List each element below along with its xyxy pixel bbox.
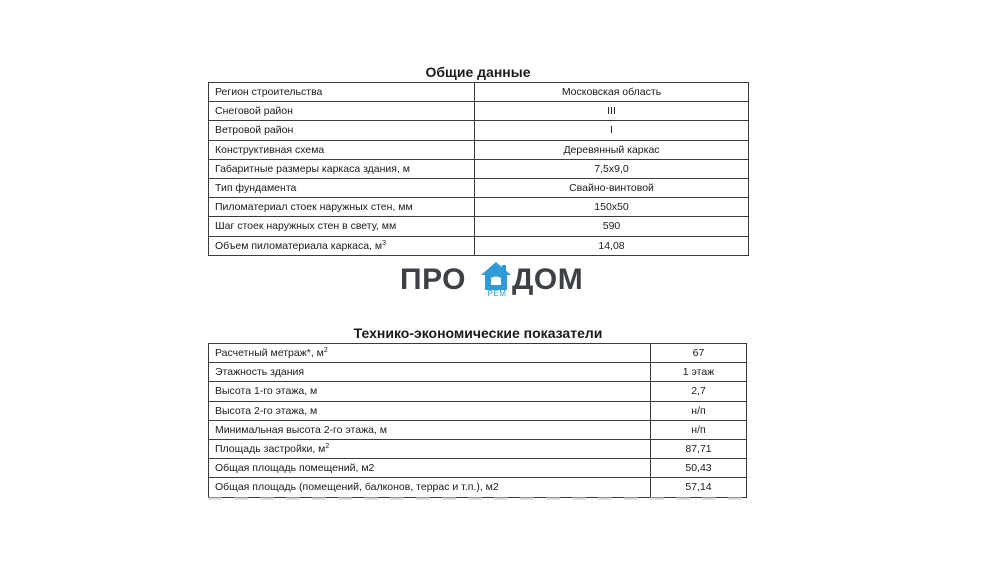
row-label: Конструктивная схема <box>209 140 475 159</box>
row-value: 590 <box>475 217 749 236</box>
general-data-table <box>208 82 749 256</box>
row-value: н/п <box>651 401 747 420</box>
row-value: 87,71 <box>651 439 747 458</box>
row-value: 14,08 <box>475 236 749 255</box>
unit-superscript: 2 <box>325 443 330 451</box>
table-row <box>209 344 747 363</box>
general-data-title: Общие данные <box>425 64 531 80</box>
row-label: Общая площадь помещений, м2 <box>209 459 651 478</box>
table-row <box>209 363 747 382</box>
table-row <box>209 420 747 439</box>
logo-text-right: ДОМ <box>512 263 584 296</box>
table-row <box>209 401 747 420</box>
row-label: Высота 2-го этажа, м <box>209 401 651 420</box>
table-row <box>209 121 749 140</box>
row-label: Общая площадь (помещений, балконов, террас и т.п.), м2 <box>209 478 651 497</box>
table-row <box>209 459 747 478</box>
table-row <box>209 217 749 236</box>
tep-table <box>208 343 747 498</box>
row-label-text: Расчетный метраж*, м <box>215 347 324 360</box>
row-label: Ветровой район <box>209 121 475 140</box>
row-label: Пиломатериал стоек наружных стен, мм <box>209 198 475 217</box>
table-row <box>209 439 747 458</box>
row-value: Деревянный каркас <box>475 140 749 159</box>
row-value: 67 <box>651 344 747 363</box>
row-label-text: Объем пиломатериала каркаса, м <box>215 239 383 252</box>
row-label: Этажность здания <box>209 363 651 382</box>
row-value: III <box>475 102 749 121</box>
row-label: Шаг стоек наружных стен в свету, мм <box>209 217 475 236</box>
page-crop-edge <box>0 500 1000 563</box>
tep-title: Технико-экономические показатели <box>353 325 603 341</box>
row-value: Московская область <box>475 83 749 102</box>
table-row <box>209 83 749 102</box>
table-row <box>209 236 749 255</box>
table-row <box>209 198 749 217</box>
unit-superscript: 2 <box>323 347 328 355</box>
row-value: 57,14 <box>651 478 747 497</box>
row-value: 2,7 <box>651 382 747 401</box>
logo-text-left: ПРО <box>400 263 467 296</box>
row-value: I <box>475 121 749 140</box>
row-label-text: Площадь застройки, м <box>215 443 326 456</box>
row-value: 50,43 <box>651 459 747 478</box>
row-label: Тип фундамента <box>209 178 475 197</box>
row-label <box>209 344 651 363</box>
row-label <box>209 236 475 255</box>
table-row <box>209 102 749 121</box>
row-label: Снеговой район <box>209 102 475 121</box>
row-label <box>209 439 651 458</box>
table-row <box>209 159 749 178</box>
row-value: н/п <box>651 420 747 439</box>
row-label: Минимальная высота 2-го этажа, м <box>209 420 651 439</box>
row-value: 7,5х9,0 <box>475 159 749 178</box>
row-value: 150х50 <box>475 198 749 217</box>
row-label: Габаритные размеры каркаса здания, м <box>209 159 475 178</box>
table-row <box>209 382 747 401</box>
unit-superscript: 3 <box>382 239 387 247</box>
prodom-logo <box>400 258 600 304</box>
table-row <box>209 478 747 497</box>
table-row <box>209 178 749 197</box>
row-label: Высота 1-го этажа, м <box>209 382 651 401</box>
logo-subtext: РЕМ <box>487 289 507 298</box>
row-value: 1 этаж <box>651 363 747 382</box>
row-label: Регион строительства <box>209 83 475 102</box>
row-value: Свайно-винтовой <box>475 178 749 197</box>
table-row <box>209 140 749 159</box>
